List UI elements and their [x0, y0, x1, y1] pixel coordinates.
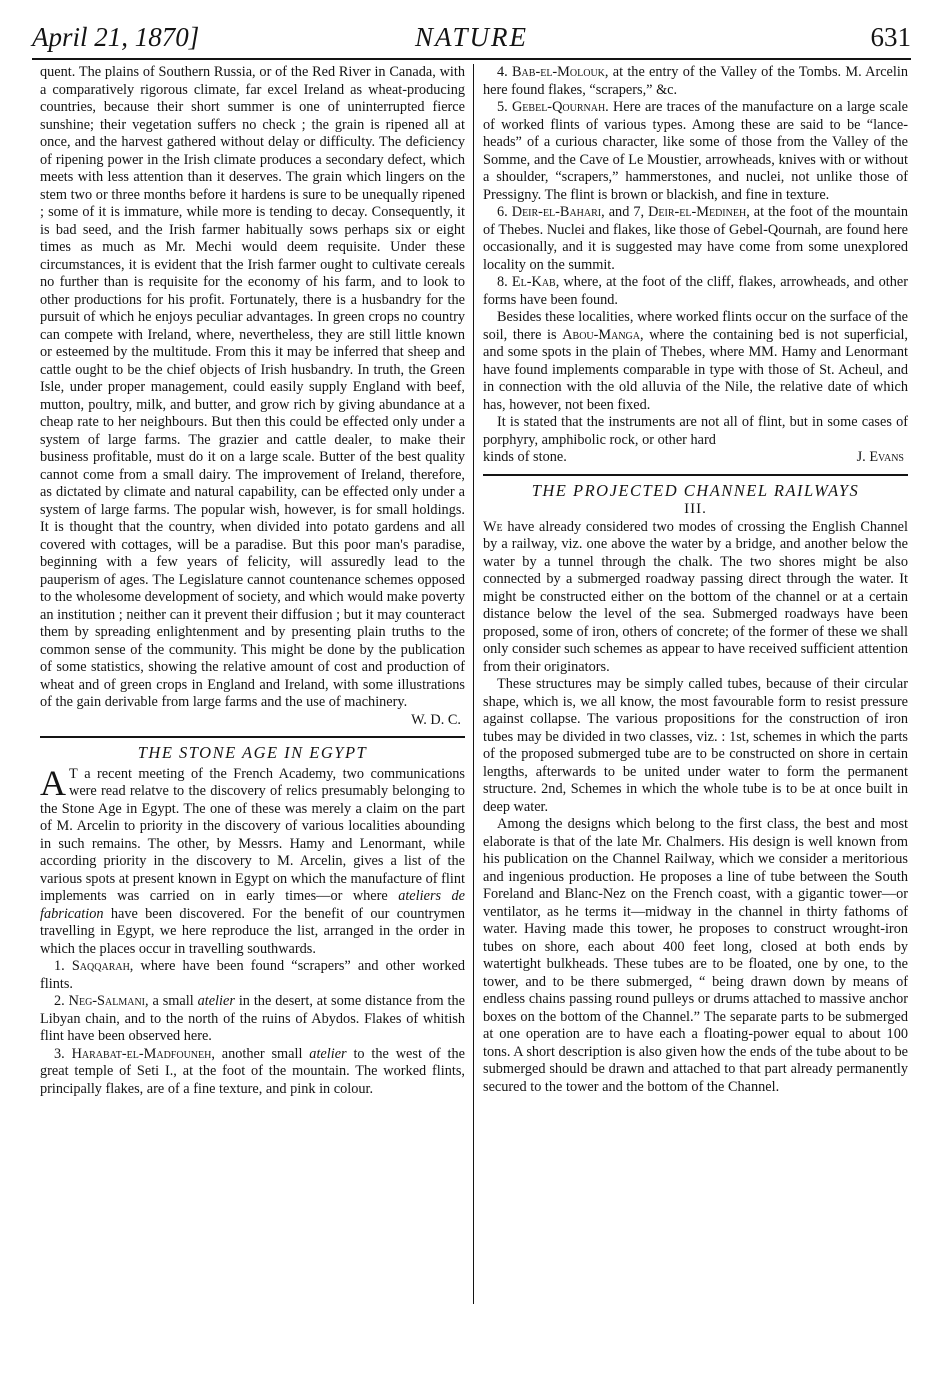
besides-paragraph: Besides these localities, where worked flints occur on the surface of the soil, there is Abou-Manga, where the containing bed is not superficial, and some spots in the plain of Thebes, where MM. Hamy and Lenormant have found implements comparable in type with those of St. Acheul, and in connection with the old alluvia of the Nile, the relative date of which has, however, not been fixed. — [483, 309, 909, 413]
stated-paragraph: It is stated that the instruments are not all of flint, but in some cases of porphyry, amphibolic rock, or other hard — [483, 414, 908, 448]
drop-cap: A — [40, 762, 66, 803]
railways-paragraph: These structures may be simply called tubes, because of their circular shape, which is, we all know, the most favourable form to resist pressure against collapse. The various propositions for the construction of iron tubes may be divided in two classes, viz. : 1st, schemes in which the parts of the proposed submerged tube are to be constructed on shore in certain lengths, afterwards to be united under water to form the permanent structure. 2nd, Schemes in which the whole tube is to be at once built in deep water. — [483, 676, 908, 815]
list-item: 3. Harabat-el-Madfouneh, another small atelier to the west of the great temple of Seti I., at the foot of the mountain. The worked flints, principally flakes, are of a fine texture, and pink in colour. — [40, 1045, 465, 1097]
railways-paragraph: We have already considered two modes of crossing the English Channel by a railway, viz. one above the water by a bridge, and another below the water by a tunnel through the chalk. The two shores might be also connected by a submerged roadway passing direct through the water. It might be constructed either on the bottom of the channel or at a certain distance below the level of the sea. Submerged roadways have been proposed, some of iron, others of concrete; of the former of these we shall only consider such schemes as appear to have received sufficient attention from their originators. — [483, 518, 908, 675]
continued-article-text: quent. The plains of Southern Russia, or of the Red River in Canada, with a comparatively rigorous climate, far excel Ireland as wheat-producing countries, because their short summer is one of uninterrupted fierce sunshine; their vegetation suffers no check ; the grain is ripened all at once, and the harvest gathered without delay or difficulty. The deficiency of ripening power in the Irish climate produces a secondary defect, which meets with less attention than it deserves. The grain which lingers on the stem two or three months before it hardens is sure to be unequally ripened ; some of it is immature, while more is tending to decay. Consequently, it is bad seed, and the Irish farmer habitually sows perhaps six or eight times as much as Mr. Mechi would deem requisite. Under these circumstances, it is evident that the Irish farmer ought to cultivate cereals no further than is requisite for the economy of his farm, and to look to other productions for his profit. Fortunately, there is a husbandry for the pursuit of which he enjoys peculiar advantages. In green crops no country can compete with Ireland, where, nevertheless, they are still little known or esteemed by the multitude. From this it may be inferred that sheep and cattle ought to be the chief objects of Irish husbandry. In truth, the Green Isle, under proper management, could easily supply England with beef, mutton, poultry, milk, and butter, and grow rich by giving abundance at a cheap rate to her neighbours. But then this could be effected only under a system of large farms. The grazier and cattle dealer, to make their business profitable, must do it on a large scale. Butter of the best quality cannot come from a small dairy. The improvement of Ireland, therefore, as dictated by climate and natural capability, can be effected only under a system of large farms. The popular wish, however, is for small holdings. It is thought that the country, when divided into potato gardens and all covered with cottages, will be a paradise. But this poor man's paradise, beginning with a few years of felicity, will assuredly lead to the pauperism of ages. The Legislature cannot countenance schemes opposed to the wholesome development of society, and which would make poverty an institution ; neither can it prevent their diffusion ; but it may counteract them by spreading enlightenment and by presenting plain truths to the common sense of the community. This might be done by the publication of some statistics, showing the relative amount of cost and production of wheat and of green crops in England and Ireland, with some illustrations of the gain derivable from large farms and the use of machinery. — [40, 64, 465, 710]
continued-article-signature-line — [40, 712, 465, 730]
column-divider — [473, 64, 474, 1304]
section-divider — [483, 474, 908, 476]
author-signature: J. Evans — [856, 449, 904, 465]
stone-age-intro: A T a recent meeting of the French Academy, two communications were read relatve to the discovery of relics presumably belonging to the Stone Age in Egypt. The one of these was merely a claim on the part of M. Arcelin to priority in the discovery of various localities abounding in such remains. The other, by Messrs. Hamy and Lenormant, while according priority in the discovery to M. Arcelin, gives a list of the various spots at present known in Egypt on which the manufacture of flint implements was carried on in early times—or where ateliers de fabrication have been discovered. For the benefit of our countrymen travelling in Egypt, we here reproduce the list, arranged in the order in which the places occur in travelling southwards. — [40, 762, 465, 957]
list-item: 6. Deir-el-Bahari, and 7, Deir-el-Medineh, at the foot of the mountain of Thebes. Nuclei and flakes, like those of Gebel-Qournah, are found here occasionally, and it is suggested may have come from some unexplored locality on the summit. — [483, 204, 909, 273]
list-item: 4. Bab-el-Molouk, at the entry of the Valley of the Tombs. M. Arcelin here found flakes, “scrapers,” &c. — [483, 64, 908, 98]
header-rule — [32, 58, 911, 60]
section-divider — [40, 736, 465, 738]
list-item: 2. Neg-Salmani, a small atelier in the desert, at some distance from the Libyan chain, and to the north of the ruins of Abydos. Flakes of whitish flint have been observed here. — [40, 993, 465, 1044]
list-item: 8. El-Kab, where, at the foot of the cliff, flakes, arrowheads, and other forms have been found. — [483, 274, 908, 308]
page-number: 631 — [870, 22, 911, 52]
journal-title: NATURE — [415, 22, 528, 52]
list-item: 5. Gebel-Qournah. Here are traces of the manufacture on a large scale of worked flints of various types. Among these are said to be “lance-heads” of a curious character, like some of those from the Valley of the Somme, and the Cave of Le Moustier, arrowheads, knives with or without a shoulder, “scrapers,” hammerstones, and nuclei, not unlike those of Pressigny. The flint is brown or blackish, and fine in texture. — [483, 99, 909, 203]
railways-title: THE PROJECTED CHANNEL RAILWAYS — [531, 480, 860, 500]
stone-age-signature-line: kinds of stone. J. Evans — [483, 449, 908, 467]
page-header — [32, 18, 911, 58]
left-column — [40, 64, 465, 1098]
right-column — [483, 64, 908, 1096]
railways-part-number: III. — [684, 501, 707, 517]
stone-age-title: THE STONE AGE IN EGYPT — [137, 743, 368, 762]
issue-date: April 21, 1870] — [32, 22, 200, 52]
list-item: 1. Saqqarah, where have been found “scrapers” and other worked flints. — [40, 958, 465, 992]
railways-paragraph: Among the designs which belong to the first class, the best and most elaborate is that of the late Mr. Chalmers. His design is well known from his publication on the Channel Railway, which we consider a meritorious and ingenious production. He proposes a line of tube between the South Foreland and Blanc-Nez on the French coast, with a gigantic tower—or ventilator, as he terms it—midway in the channel in thirty fathoms of water. Having made this tower, he proposes to construct wrought-iron tubes on shore, each about 400 feet long, closed at both ends by watertight bulkheads. These tubes are to be floated, one by one, to the tower, and to be there submerged, “ being drawn down by means of endless chains passing round pulleys or drums attached to massive anchor boxes on the bottom of the Channel.” The separate parts to be submerged at one operation are to have each a floating-power equal to about 100 tons. A short description is also given how the ends of the tube about to be submerged should be drawn and attached to that part already permanently secured to the tower and the bottom of the Channel. — [483, 816, 908, 1095]
article-signature: W. D. C. — [411, 711, 461, 728]
